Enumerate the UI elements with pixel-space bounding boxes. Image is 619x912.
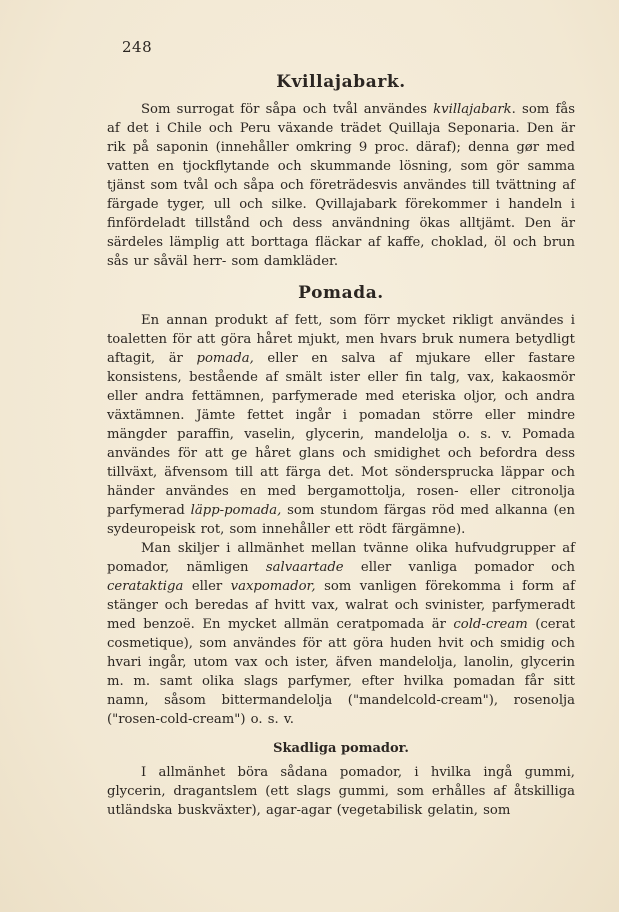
italic-term: cerataktiga <box>107 579 184 594</box>
heading-skadliga-pomador: Skadliga pomador. <box>273 741 409 756</box>
paragraph-pomada-1: En annan produkt af fett, som förr mycket rikligt användes i toaletten för att göra håret mjukt, men hvars bruk numera betydligt aftagit, är pomada, eller en salva af mjukare eller fastare konsistens, bestående af smält ister eller fin talg, vax, kakaosmör eller andra fettämnen, parfymerade med eteriska oljor, och andra växtämnen. Jämte fettet ingår i pomadan större eller mindre mängder paraffin, vaselin, glycerin, mandelolja o. s. v. Pomada användes för att ge håret glans och smidighet och befordra dess tillväxt, äfvensom till att färga det. Mot söndersprucka läppar och händer användes en med bergamottolja, rosen- eller citronolja parfymerad läpp-pomada, som stundom färgas röd med alkanna (en sydeuropeisk rot, som innehåller ett rödt färgämne). <box>107 313 575 537</box>
italic-term: salvaartade <box>265 560 344 575</box>
italic-term: cold-cream <box>453 617 528 632</box>
page-number: 248 <box>122 38 153 56</box>
italic-term: läpp-pomada, <box>190 503 282 518</box>
italic-term: kvillajabark <box>433 102 512 117</box>
heading-kvillajabark: Kvillajabark. <box>276 72 406 92</box>
paragraph-skadliga: I allmänhet böra sådana pomador, i hvilka ingå gummi, glycerin, dragantslem (ett slags gummi, som erhålles af åtskilliga utländska buskväxter), agar-agar (vegetabilisk gelatin, som <box>107 765 575 818</box>
paragraph-kvillajabark: Som surrogat för såpa och tvål användes kvillajabark. som fås af det i Chile och Peru växande trädet Quillaja Seponaria. Den är rik på saponin (innehåller omkring 9 proc. däraf); denna gør med vatten en tjockflytande och skummande lösning, som gör samma tjänst som tvål och såpa och företrädesvis användes till tvättning af färgade tyger, ull och silke. Qvillajabark förekommer i handeln i finfördeladt tillstånd och dess användning ökas alltjämt. Den är särdeles lämplig att borttaga fläckar af kaffe, choklad, öl och brun sås ur såväl herr- som damkläder. <box>107 102 575 269</box>
heading-pomada: Pomada. <box>298 283 384 303</box>
italic-term: vaxpomador, <box>230 579 316 594</box>
page-content <box>107 70 575 820</box>
italic-term: pomada, <box>196 351 254 366</box>
paragraph-pomada-2: Man skiljer i allmänhet mellan tvänne olika hufvudgrupper af pomador, nämligen salvaartade eller vanliga pomador och cerataktiga eller vaxpomador, som vanligen förekomma i form af stänger och beredas af hvitt vax, walrat och svinister, parfymeradt med benzoë. En mycket allmän ceratpomada är cold-cream (cerat cosmetique), som användes för att göra huden hvit och smidig och hvari ingår, utom vax och ister, äfven mandelolja, lanolin, glycerin m. m. samt olika slags parfymer, efter hvilka pomadan får sitt namn, såsom bittermandelolja ("mandelcold-cream"), rosenolja ("rosen-cold-cream") o. s. v. <box>107 541 575 727</box>
